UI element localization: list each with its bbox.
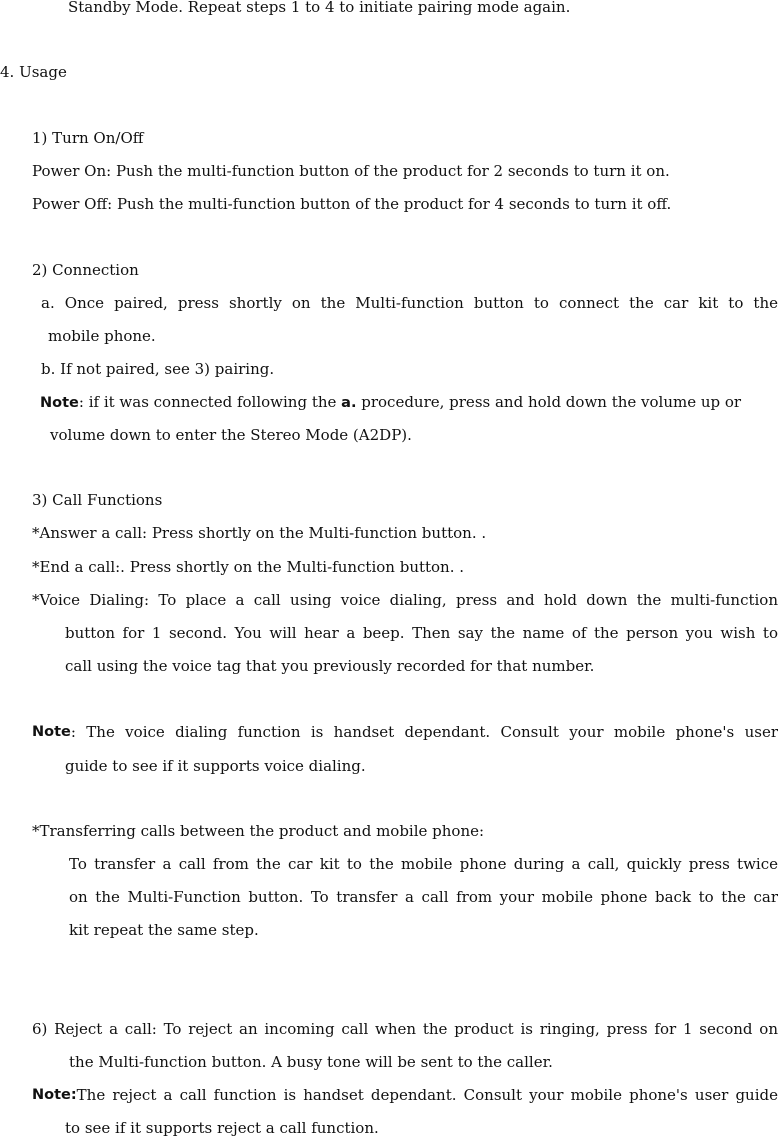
paragraph-line: button for 1 second. You will hear a beep. Then say the name of the person you wish to (65, 624, 778, 642)
paragraph-line: Standby Mode. Repeat steps 1 to 4 to initiate pairing mode again. (68, 0, 571, 16)
note-label: Note (32, 724, 71, 740)
note-line (40, 392, 741, 413)
subheading-reject-call: 6) Reject a call: To reject an incoming call when the product is ringing, press for 1 second on (32, 1020, 778, 1038)
paragraph-line: the Multi-function button. A busy tone will be sent to the caller. (69, 1053, 553, 1071)
note-line (32, 722, 778, 742)
note-text: procedure, press and hold down the volume up or (356, 393, 742, 411)
paragraph-line: on the Multi-Function button. To transfer a call from your mobile phone back to the car (69, 888, 778, 906)
note-text: : if it was connected following the (78, 393, 342, 411)
subheading-call-functions: 3) Call Functions (32, 491, 163, 509)
subheading-connection: 2) Connection (32, 261, 139, 279)
paragraph-line: guide to see if it supports voice dialing. (65, 757, 366, 775)
note-text: : The voice dialing function is handset dependant. Consult your mobile phone's user (70, 723, 778, 741)
paragraph-line: Power Off: Push the multi-function button of the product for 4 seconds to turn it off. (32, 195, 672, 213)
paragraph-line: a. Once paired, press shortly on the Multi-function button to connect the car kit to the (41, 294, 778, 312)
note-label: Note (40, 395, 79, 411)
note-line (32, 1085, 778, 1105)
paragraph-line: *Voice Dialing: To place a call using voice dialing, press and hold down the multi-function (32, 591, 778, 609)
paragraph-line: to see if it supports reject a call function. (65, 1119, 379, 1137)
paragraph-line: mobile phone. (48, 327, 156, 345)
paragraph-line: *Answer a call: Press shortly on the Multi-function button. . (32, 524, 487, 542)
note-ref-a: a. (341, 395, 357, 411)
paragraph-line: volume down to enter the Stereo Mode (A2DP). (50, 426, 412, 444)
paragraph-line: To transfer a call from the car kit to the mobile phone during a call, quickly press twice (69, 855, 778, 873)
paragraph-line: Power On: Push the multi-function button of the product for 2 seconds to turn it on. (32, 162, 670, 180)
note-label: Note: (32, 1087, 77, 1103)
note-text: The reject a call function is handset dependant. Consult your mobile phone's user guide (76, 1086, 778, 1104)
subheading-turn-on-off: 1) Turn On/Off (32, 129, 144, 147)
section-heading-usage: 4. Usage (0, 63, 67, 81)
subheading-transferring-calls: *Transferring calls between the product and mobile phone: (32, 822, 485, 840)
paragraph-line: kit repeat the same step. (69, 921, 259, 939)
paragraph-line: *End a call:. Press shortly on the Multi-function button. . (32, 558, 465, 576)
paragraph-line: b. If not paired, see 3) pairing. (41, 360, 275, 378)
paragraph-line: call using the voice tag that you previously recorded for that number. (65, 657, 595, 675)
